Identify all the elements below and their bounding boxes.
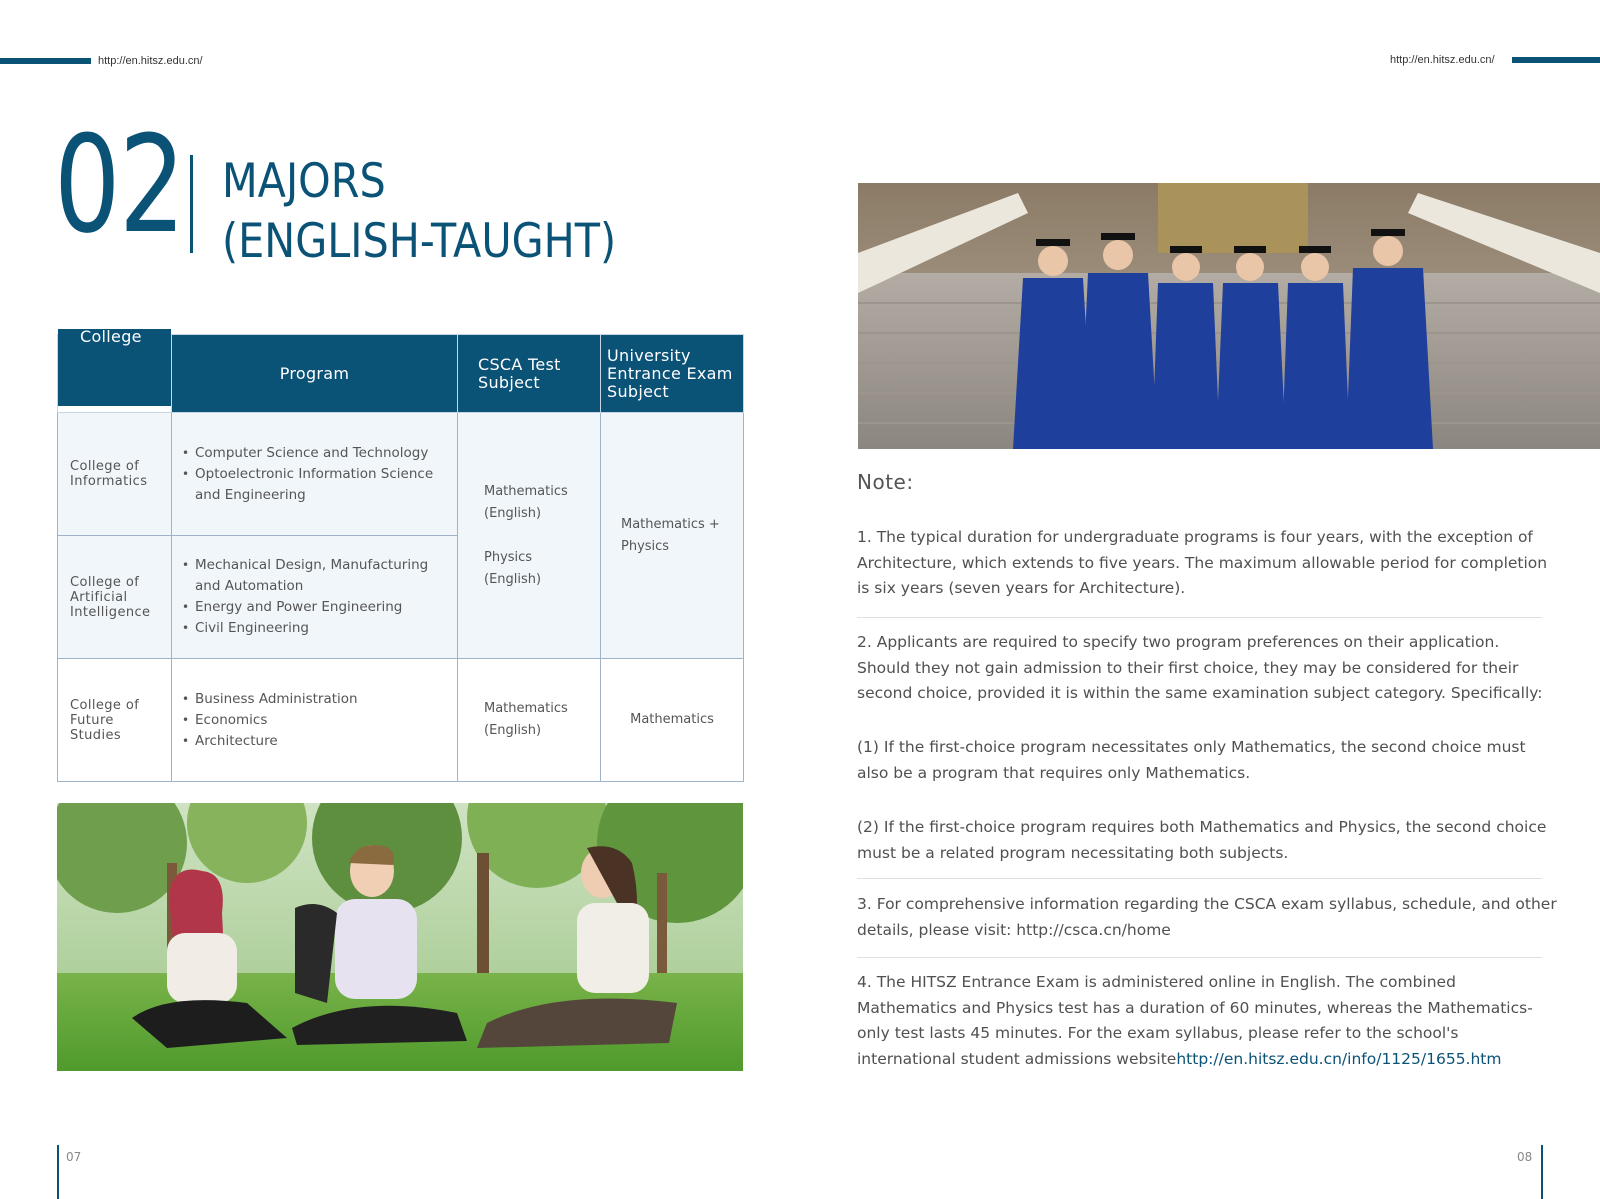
program-item: • Business Administration xyxy=(182,689,449,710)
note-3: 3. For comprehensive information regarding the CSCA exam syllabus, schedule, and other details, please visit: http://csca.cn/home xyxy=(857,895,1557,939)
title-separator xyxy=(190,155,193,253)
program-list xyxy=(172,413,458,536)
page-number-left: 07 xyxy=(66,1150,82,1164)
uee-subject-math: Mathematics xyxy=(601,659,744,782)
program-list xyxy=(172,536,458,659)
graduates-stairs-photo xyxy=(858,183,1600,449)
header-bar-left xyxy=(0,58,91,64)
csca-subject-math-physics: Mathematics (English) Physics (English) xyxy=(458,413,601,659)
table-row xyxy=(58,413,744,536)
majors-table xyxy=(57,327,744,782)
college-informatics: College of Informatics xyxy=(58,413,172,536)
footer-line-left xyxy=(57,1145,59,1199)
admissions-link[interactable]: http://en.hitsz.edu.cn/info/1125/1655.htm xyxy=(1176,1049,1502,1068)
program-item: • Optoelectronic Information Science and Engineering xyxy=(182,464,449,506)
divider xyxy=(857,957,1542,958)
program-item: • Architecture xyxy=(182,731,449,752)
program-item: • Energy and Power Engineering xyxy=(182,597,449,618)
section-title-line2: (ENGLISH-TAUGHT) xyxy=(222,214,617,269)
students-lawn-photo xyxy=(57,803,743,1071)
col-header-college: College xyxy=(58,329,172,407)
program-list xyxy=(172,659,458,782)
table-row xyxy=(58,659,744,782)
college-future-studies: College of Future Studies xyxy=(58,659,172,782)
program-item: • Civil Engineering xyxy=(182,618,449,639)
program-item: • Mechanical Design, Manufacturing and Automation xyxy=(182,555,449,597)
note-4: 4. The HITSZ Entrance Exam is administered online in English. The combined Mathematics and Physics test has a duration of 60 minutes, whereas the Mathematics-only test lasts 45 minutes. For the exam syllabus, please refer to the school's international student admissions websitehttp://en.hitsz.edu.cn/info/1125/1655.htm xyxy=(857,973,1533,1068)
header-bar-right xyxy=(1512,57,1600,63)
college-ai: College of Artificial Intelligence xyxy=(58,536,172,659)
divider xyxy=(857,878,1542,879)
header-url-left[interactable]: http://en.hitsz.edu.cn/ xyxy=(98,55,203,67)
uee-subject-math-physics: Mathematics + Physics xyxy=(601,413,744,659)
note-2a: (1) If the first-choice program necessitates only Mathematics, the second choice must also be a program that requires only Mathematics. xyxy=(857,738,1526,782)
note-2: 2. Applicants are required to specify two program preferences on their application. Should they not gain admission to their first choice, they may be considered for their second choice, provided it is within the same examination subject category. Specifically: xyxy=(857,633,1543,702)
section-title xyxy=(222,152,616,272)
program-item: • Computer Science and Technology xyxy=(182,443,449,464)
header-url-right[interactable]: http://en.hitsz.edu.cn/ xyxy=(1390,54,1495,66)
csca-subject-math: Mathematics (English) xyxy=(458,659,601,782)
program-item: • Economics xyxy=(182,710,449,731)
note-4-tail: admissions website xyxy=(1024,1049,1177,1068)
col-header-csca: CSCA Test Subject xyxy=(458,335,601,413)
section-number: 02 xyxy=(54,107,184,263)
graduates-illustration xyxy=(858,183,1600,449)
col-header-program: Program xyxy=(172,335,458,413)
divider xyxy=(857,617,1542,618)
footer-line-right xyxy=(1541,1145,1543,1199)
notes-title: Note: xyxy=(857,470,914,494)
note-1: 1. The typical duration for undergraduate programs is four years, with the exception of Architecture, which extends to five years. The maximum allowable period for completion is six years (seven years for Architecture). xyxy=(857,528,1548,597)
note-2b: (2) If the first-choice program requires both Mathematics and Physics, the second choice must be a related program necessitating both subjects. xyxy=(857,818,1547,862)
page-number-right: 08 xyxy=(1517,1150,1533,1164)
section-title-line1: MAJORS xyxy=(222,154,386,209)
students-lawn-illustration xyxy=(57,803,743,1071)
col-header-uee: University Entrance Exam Subject xyxy=(601,335,744,413)
